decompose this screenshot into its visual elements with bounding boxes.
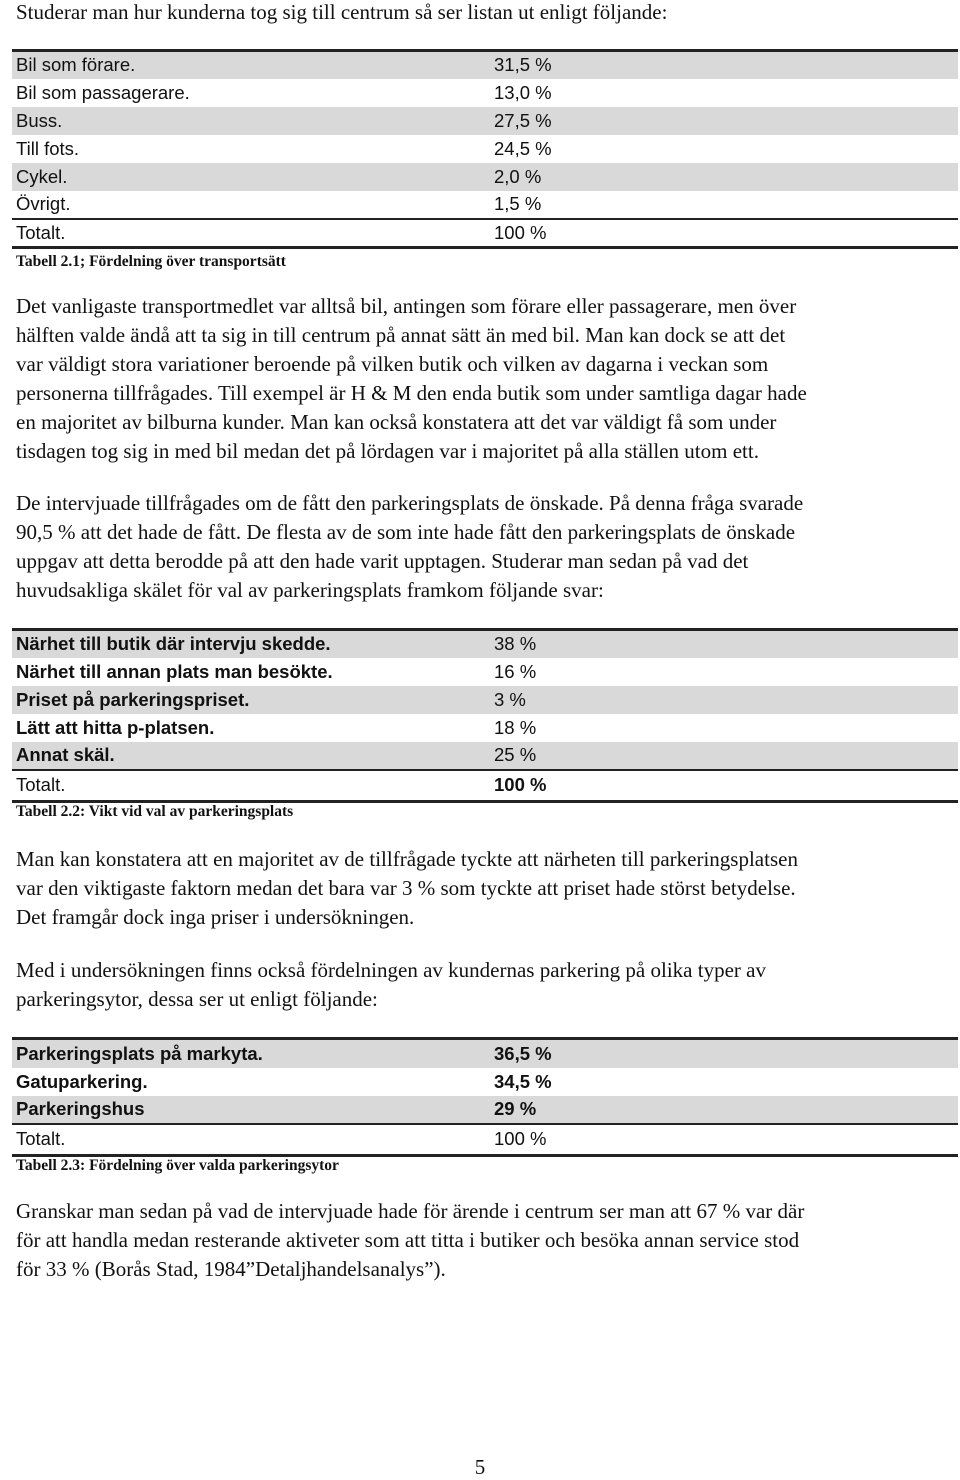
- transport-table: [12, 49, 958, 249]
- table-row: [12, 1039, 958, 1068]
- row-label: Bil som förare.: [12, 51, 490, 79]
- table-caption: Tabell 2.2: Vikt vid val av parkeringsplats: [16, 803, 294, 820]
- paragraph: [16, 845, 956, 932]
- paragraph-line: Med i undersökningen finns också fördelningen av kundernas parkering på olika typer av: [16, 958, 766, 982]
- intro-line: Studerar man hur kunderna tog sig till centrum så ser listan ut enligt följande:: [16, 0, 668, 24]
- row-label: Närhet till annan plats man besökte.: [12, 658, 490, 686]
- table-row: [12, 1068, 958, 1096]
- paragraph-line: Det framgår dock inga priser i undersökningen.: [16, 905, 415, 929]
- paragraph-line: var väldigt stora variationer beroende på vilken butik och vilken av dagarna i veckan som: [16, 352, 769, 376]
- row-value: 25 %: [490, 742, 618, 770]
- row-value: 27,5 %: [490, 107, 618, 135]
- table-row: [12, 163, 958, 191]
- paragraph: [16, 1197, 956, 1284]
- paragraph-line: Granskar man sedan på vad de intervjuade hade för ärende i centrum ser man att 67 % var där: [16, 1199, 805, 1223]
- paragraph-line: De intervjuade tillfrågades om de fått den parkeringsplats de önskade. På denna fråga svarade: [16, 491, 804, 515]
- paragraph: [16, 489, 956, 605]
- paragraph: [16, 292, 956, 466]
- table-row: [12, 686, 958, 714]
- row-label: Närhet till butik där intervju skedde.: [12, 630, 490, 658]
- table-row: [12, 714, 958, 742]
- table-caption: Tabell 2.1; Fördelning över transportsätt: [16, 253, 286, 270]
- row-label: Gatuparkering.: [12, 1068, 490, 1096]
- row-value: 3 %: [490, 686, 618, 714]
- table-row: [12, 191, 958, 219]
- paragraph-line: huvudsakliga skälet för val av parkeringsplats framkom följande svar:: [16, 578, 604, 602]
- paragraph-line: Det vanligaste transportmedlet var alltså bil, antingen som förare eller passagerare, men över: [16, 294, 797, 318]
- total-label: Totalt.: [12, 219, 490, 248]
- paragraph-line: en majoritet av bilburna kunder. Man kan också konstatera att det var väldigt få som under: [16, 410, 777, 434]
- paragraph-line: uppgav att detta berodde på att den hade varit upptagen. Studerar man sedan på vad det: [16, 549, 749, 573]
- row-value: 24,5 %: [490, 135, 618, 163]
- row-label: Cykel.: [12, 163, 490, 191]
- table-total-row: [12, 219, 958, 248]
- paragraph-line: hälften valde ändå att ta sig in till centrum på annat sätt än med bil. Man kan dock se att det: [16, 323, 786, 347]
- total-label: Totalt.: [12, 1124, 490, 1156]
- row-value: 13,0 %: [490, 79, 618, 107]
- paragraph-line: tisdagen tog sig in med bil medan det på lördagen var i majoritet på alla ställen utom ett.: [16, 439, 759, 463]
- row-value: 16 %: [490, 658, 618, 686]
- row-label: Till fots.: [12, 135, 490, 163]
- row-value: 1,5 %: [490, 191, 618, 219]
- row-label: Buss.: [12, 107, 490, 135]
- table-row: [12, 107, 958, 135]
- parking-area-table: [12, 1037, 958, 1157]
- row-label: Lätt att hitta p-platsen.: [12, 714, 490, 742]
- paragraph-line: Man kan konstatera att en majoritet av de tillfrågade tyckte att närheten till parkeringsplatsen: [16, 847, 798, 871]
- row-label: Annat skäl.: [12, 742, 490, 770]
- row-label: Övrigt.: [12, 191, 490, 219]
- total-value: 100 %: [490, 1124, 618, 1156]
- row-value: 2,0 %: [490, 163, 618, 191]
- total-label: Totalt.: [12, 770, 490, 802]
- table-row: [12, 135, 958, 163]
- table-row: [12, 742, 958, 770]
- paragraph-line: personerna tillfrågades. Till exempel är H & M den enda butik som under samtliga dagar hade: [16, 381, 807, 405]
- row-value: 18 %: [490, 714, 618, 742]
- paragraph-line: för att handla medan resterande aktiveter som att titta i butiker och besöka annan service stod: [16, 1228, 800, 1252]
- row-value: 31,5 %: [490, 51, 618, 79]
- total-value: 100 %: [490, 219, 618, 248]
- paragraph: [16, 956, 956, 1014]
- page-number: 5: [474, 1455, 486, 1479]
- paragraph-line: för 33 % (Borås Stad, 1984”Detaljhandelsanalys”).: [16, 1257, 446, 1281]
- table-row: [12, 658, 958, 686]
- row-value: 29 %: [490, 1096, 618, 1124]
- parking-reason-table: [12, 628, 958, 803]
- table-caption: Tabell 2.3: Fördelning över valda parkeringsytor: [16, 1157, 339, 1174]
- total-value: 100 %: [490, 770, 618, 802]
- row-value: 36,5 %: [490, 1039, 618, 1068]
- paragraph-line: var den viktigaste faktorn medan det bara var 3 % som tyckte att priset hade störst betydelse.: [16, 876, 796, 900]
- row-label: Bil som passagerare.: [12, 79, 490, 107]
- row-label: Parkeringsplats på markyta.: [12, 1039, 490, 1068]
- table-total-row: [12, 1124, 958, 1156]
- table-row: [12, 79, 958, 107]
- row-label: Priset på parkeringspriset.: [12, 686, 490, 714]
- row-label: Parkeringshus: [12, 1096, 490, 1124]
- table-row: [12, 630, 958, 658]
- row-value: 38 %: [490, 630, 618, 658]
- intro-text: [16, 0, 956, 27]
- paragraph-line: 90,5 % att det hade de fått. De flesta av de som inte hade fått den parkeringsplats de önskade: [16, 520, 796, 544]
- table-row: [12, 1096, 958, 1124]
- paragraph-line: parkeringsytor, dessa ser ut enligt följande:: [16, 987, 378, 1011]
- row-value: 34,5 %: [490, 1068, 618, 1096]
- table-total-row: [12, 770, 958, 802]
- table-row: [12, 51, 958, 79]
